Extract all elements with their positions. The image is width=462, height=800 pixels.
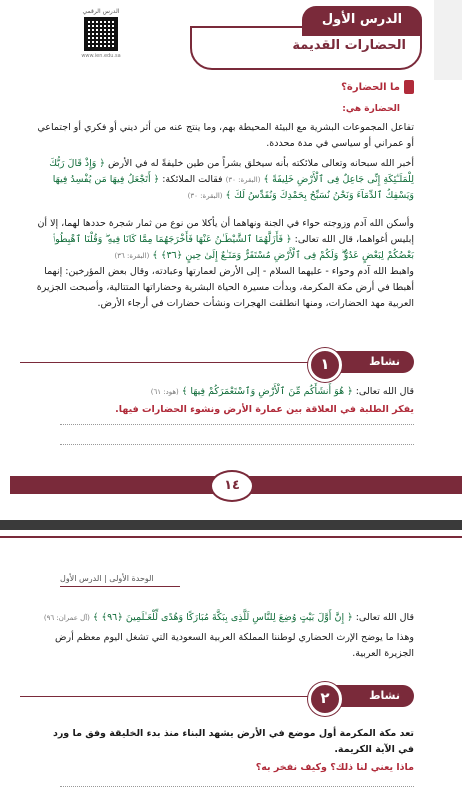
paragraph-adam-eve <box>34 216 414 264</box>
activity-banner <box>314 685 414 707</box>
page-divider <box>0 520 462 530</box>
section-marker-icon <box>404 80 414 94</box>
answer-line[interactable] <box>60 444 414 445</box>
activity-question: ماذا يعني لنا ذلك؟ وكيف نفخر به؟ <box>255 762 414 773</box>
activity-verse <box>34 384 414 400</box>
definition-label: الحضارة هي: <box>342 104 400 114</box>
verse-reference: (البقرة: ٣٠) <box>187 192 223 200</box>
page-number: ١٤ <box>210 470 254 502</box>
activity-label: نشاط <box>369 355 400 368</box>
breadcrumb-underline <box>60 586 180 587</box>
lesson-tab: الدرس الأول <box>302 6 422 36</box>
digital-lesson-qr[interactable] <box>78 8 124 66</box>
activity-number: ١ <box>308 348 342 382</box>
paragraph-text: أخبر الله سبحانه وتعالى ملائكته بأنه سيخلق بشراً من طين خليفةً له في الأرض <box>107 158 414 169</box>
activity-label: نشاط <box>369 689 400 702</box>
page2-text: وهذا ما يوضح الإرث الحضاري لوطننا المملكة العربية السعودية التي تشغل اليوم معظم أرض الجزيرة العربية. <box>55 632 414 659</box>
paragraph-text: فقالت الملائكة: <box>162 174 223 185</box>
page2-verse <box>34 610 414 626</box>
activity-task: تعد مكة المكرمة أول موضع في الأرض يشهد البناء منذ بدء الخليقة وفق ما ورد في الآية الكريمة. <box>52 728 414 755</box>
activity-task: يفكر الطلبة في العلاقة بين عمارة الأرض ونشوء الحضارات فيها. <box>115 404 414 415</box>
activity-intro: قال الله تعالى: <box>355 386 414 397</box>
page-two <box>0 530 462 800</box>
paragraph-creation <box>34 156 414 204</box>
activity-banner <box>314 351 414 373</box>
definition-text: تفاعل المجموعات البشرية مع البيئة المحيطة بهم، وما ينتج عنه من أثر ديني أو فكري أو اجتماعي أو عمراني أو سياسي في مدة محددة. <box>37 122 414 149</box>
activity-divider <box>20 696 320 697</box>
verse-reference: (آل عمران: ٩٦) <box>43 614 90 622</box>
lesson-title: الحضارات القديمة <box>292 38 406 53</box>
qr-label: الدرس الرقمي <box>82 8 120 15</box>
qr-code-icon[interactable] <box>84 17 118 51</box>
page-edge-strip <box>434 0 462 80</box>
quran-verse: ﴿ وَإِذْ قَالَ رَبُّكَ لِلْمَلَـٰٓئِكَةِ إِنِّى جَاعِلٌ فِى ٱلْأَرْضِ خَلِيفَةً ﴾ <box>49 158 414 185</box>
breadcrumb: الوحدة الأولى | الدرس الأول <box>60 574 154 583</box>
verse-reference: (هود: ٦١) <box>150 388 179 396</box>
paragraph-text: وأسكن الله آدم وزوجته حواء في الجنة ونهاهما أن يأكلا من نوع من ثمار شجرة حددها لهما، إلا أن إبليس أغواهما، قال الله تعالى: <box>37 218 414 245</box>
qr-url: www.ien.edu.sa <box>81 53 121 59</box>
quran-verse: ﴿ فَأَزَلَّهُمَا ٱلشَّيْطَـٰنُ عَنْهَا فَأَخْرَجَهُمَا مِمَّا كَانَا فِيهِ ۖ وَقُلْنَا ٱهْبِطُوا۟ بَعْضُكُمْ لِبَعْضٍ عَدُوٌّ ۖ وَلَكُمْ فِى ٱلْأَرْضِ مُسْتَقَرٌّ وَمَتَـٰعٌ إِلَىٰ حِينٍ ﴿٣٦﴾ ﴾ <box>52 234 414 261</box>
verse-reference: (البقرة: ٣٠) <box>225 176 261 184</box>
quran-verse: ﴿ إِنَّ أَوَّلَ بَيْتٍ وُضِعَ لِلنَّاسِ لَلَّذِى بِبَكَّةَ مُبَارَكًا وَهُدًى لِّلْعَـٰلَمِينَ ﴿٩٦﴾ ﴾ <box>92 612 353 623</box>
section-heading: ما الحضارة؟ <box>341 82 400 93</box>
verse-reference: (البقرة: ٣٦) <box>114 252 150 260</box>
answer-line[interactable] <box>60 424 414 425</box>
quran-verse: ﴿ هُوَ أَنشَأَكُم مِّنَ ٱلْأَرْضِ وَٱسْتَعْمَرَكُمْ فِيهَا ﴾ <box>181 386 353 397</box>
page-top-rule <box>0 536 462 538</box>
activity-divider <box>20 362 320 363</box>
verse-intro: قال الله تعالى: <box>355 612 414 623</box>
quran-verse: ﴿ أَتَجْعَلُ فِيهَا مَن يُفْسِدُ فِيهَا وَيَسْفِكُ ٱلدِّمَآءَ وَنَحْنُ نُسَبِّحُ بِحَمْدِكَ وَنُقَدِّسُ لَكَ ﴾ <box>52 174 414 201</box>
answer-line[interactable] <box>60 786 414 787</box>
activity-number: ٢ <box>308 682 342 716</box>
paragraph-descent: واهبط الله آدم وحواء - عليهما السلام - إلى الأرض لعمارتها وعبادته، وقال بعض المؤرخين: إنهما أهبطا في أرض مكة المكرمة، وبدأت مسيرة الحياة البشرية وحضاراتها المتتالية، وأصبحت الجزيرة العربية مهد الحضارات، ومنها انطلقت الهجرات ونشأت حضارات في أرجاء الأرض. <box>36 266 414 309</box>
